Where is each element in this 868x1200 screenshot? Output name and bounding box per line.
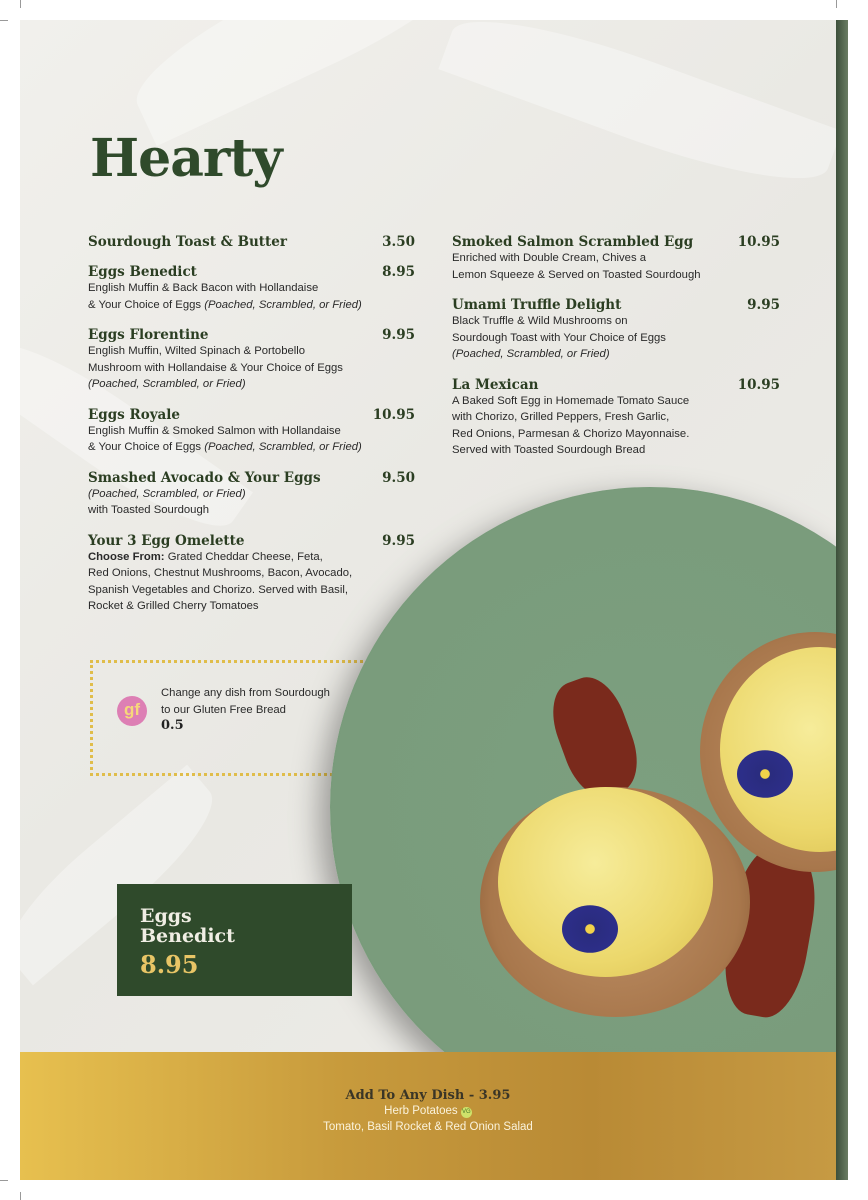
menu-item-description [88, 376, 415, 393]
description-text: Black Truffle & Wild Mushrooms on [452, 315, 628, 327]
description-text: & Your Choice of Eggs [88, 298, 205, 311]
menu-item-description [452, 426, 780, 443]
crop-mark [0, 1180, 8, 1181]
menu-column-right [452, 234, 780, 473]
description-text: Choose From: [88, 550, 165, 563]
menu-item-description [88, 486, 415, 503]
menu-item-header [452, 377, 780, 393]
menu-item [452, 297, 780, 363]
gluten-free-price: 0.5 [161, 718, 184, 733]
menu-item-price: 9.95 [382, 532, 415, 549]
menu-item-price: 9.95 [747, 297, 780, 313]
menu-item [452, 234, 780, 283]
menu-item-price: 10.95 [737, 234, 780, 250]
featured-dish [117, 884, 352, 996]
description-text: with Chorizo, Grilled Peppers, Fresh Garlic, [452, 411, 670, 423]
menu-item-description [88, 280, 415, 297]
menu-item-description [88, 549, 415, 566]
menu-item-name: Eggs Royale [88, 406, 181, 423]
menu-item-description [88, 598, 415, 615]
menu-item-price: 3.50 [382, 234, 415, 250]
add-on-banner [20, 1052, 836, 1180]
featured-name-line: Eggs [140, 905, 192, 927]
menu-item-description [88, 565, 415, 582]
featured-dish-price: 8.95 [140, 950, 199, 979]
menu-item-header [452, 234, 780, 250]
menu-item [88, 234, 415, 250]
menu-item-description [452, 409, 780, 426]
menu-item [88, 264, 415, 313]
description-text: A Baked Soft Egg in Homemade Tomato Sauce [452, 394, 690, 407]
menu-item [452, 377, 780, 459]
menu-item-price: 9.95 [382, 327, 415, 343]
menu-item-header [88, 407, 415, 423]
menu-item-description [88, 423, 415, 440]
menu-item-description [452, 330, 780, 347]
description-text: English Muffin, Wilted Spinach & Portobello [88, 345, 306, 357]
menu-item-header [88, 533, 415, 549]
menu-item-header [88, 327, 415, 343]
menu-item-description [88, 360, 415, 377]
menu-item-description [452, 250, 780, 267]
gluten-free-line: Change any dish from Sourdough [161, 687, 330, 699]
menu-item [88, 470, 415, 519]
description-text: (Poached, Scrambled, or Fried) [204, 298, 362, 311]
description-text: (Poached, Scrambled, or Fried) [88, 487, 246, 500]
description-text: Grated Cheddar Cheese, Feta, [164, 550, 323, 563]
pansy-flower-image [562, 905, 618, 953]
menu-item-header [88, 234, 415, 250]
menu-item-name: Sourdough Toast & Butter [88, 234, 287, 250]
featured-dish-name [140, 906, 235, 946]
description-text: Red Onions, Parmesan & Chorizo Mayonnaise. [452, 427, 690, 440]
description-text: Enriched with Double Cream, Chives a [452, 252, 647, 264]
menu-item [88, 327, 415, 393]
page-edge [836, 20, 848, 1180]
description-text: English Muffin & Back Bacon with Hollandaise [88, 282, 319, 294]
palm-leaf-decoration [438, 20, 836, 206]
menu-item-description [452, 442, 780, 459]
bacon-image [542, 669, 649, 806]
description-text: Spanish Vegetables and Chorizo. Served with Basil, [88, 583, 348, 596]
gluten-free-text [161, 685, 330, 735]
menu-item-name: Eggs Florentine [88, 327, 209, 343]
menu-item-price: 10.95 [737, 376, 780, 393]
menu-item-description [452, 393, 780, 410]
menu-item-header [88, 264, 415, 280]
menu-item-name: La Mexican [452, 376, 539, 393]
menu-column-left [88, 234, 415, 629]
menu-item-description [88, 343, 415, 360]
menu-item-description [88, 582, 415, 599]
menu-item-name: Eggs Benedict [88, 264, 197, 280]
featured-name-line: Benedict [140, 925, 235, 947]
menu-item-header [88, 470, 415, 486]
menu-page [20, 20, 836, 1180]
section-title: Hearty [90, 128, 282, 189]
description-text: & Your Choice of Eggs [88, 441, 205, 453]
description-text: Sourdough Toast with Your Choice of Eggs [452, 331, 666, 344]
menu-item-price: 8.95 [382, 264, 415, 280]
menu-item-header [452, 297, 780, 313]
description-text: Mushroom with Hollandaise & Your Choice of Eggs [88, 361, 343, 374]
description-text: (Poached, Scrambled, or Fried) [452, 348, 610, 360]
description-text: Red Onions, Chestnut Mushrooms, Bacon, Avocado, [88, 567, 353, 579]
menu-item-name: Smashed Avocado & Your Eggs [88, 469, 321, 486]
menu-item [88, 407, 415, 456]
description-text: Served with Toasted Sourdough Bread [452, 444, 646, 456]
menu-item-description [452, 267, 780, 284]
description-text: Rocket & Grilled Cherry Tomatoes [88, 600, 259, 612]
description-text: (Poached, Scrambled, or Fried) [88, 378, 246, 390]
add-on-item [20, 1103, 836, 1119]
menu-item-description [88, 297, 415, 314]
gluten-free-icon: gf [117, 696, 147, 726]
menu-item-price: 10.95 [372, 406, 415, 423]
crop-mark [0, 20, 8, 21]
crop-mark [20, 0, 21, 8]
add-on-title: Add To Any Dish - 3.95 [345, 1088, 511, 1103]
crop-mark [836, 0, 837, 8]
menu-item-description [452, 346, 780, 363]
description-text: Lemon Squeeze & Served on Toasted Sourdough [452, 268, 701, 281]
crop-mark [20, 1192, 21, 1200]
add-on-item-label: Herb Potatoes [384, 1105, 458, 1117]
add-on-item: Tomato, Basil Rocket & Red Onion Salad [323, 1121, 533, 1133]
vegan-badge-icon: VG [461, 1107, 472, 1118]
menu-item-description [88, 439, 415, 456]
menu-item [88, 533, 415, 615]
description-text: with Toasted Sourdough [88, 504, 210, 516]
menu-item-description [88, 502, 415, 519]
menu-item-name: Your 3 Egg Omelette [88, 532, 245, 549]
menu-item-name: Umami Truffle Delight [452, 297, 622, 313]
menu-item-price: 9.50 [382, 469, 415, 486]
menu-item-description [452, 313, 780, 330]
description-text: (Poached, Scrambled, or Fried) [204, 441, 362, 453]
gluten-free-line: to our Gluten Free Bread [161, 703, 286, 716]
description-text: English Muffin & Smoked Salmon with Hollandaise [88, 424, 341, 437]
pansy-flower-image [737, 750, 793, 798]
menu-item-name: Smoked Salmon Scrambled Egg [452, 234, 694, 250]
